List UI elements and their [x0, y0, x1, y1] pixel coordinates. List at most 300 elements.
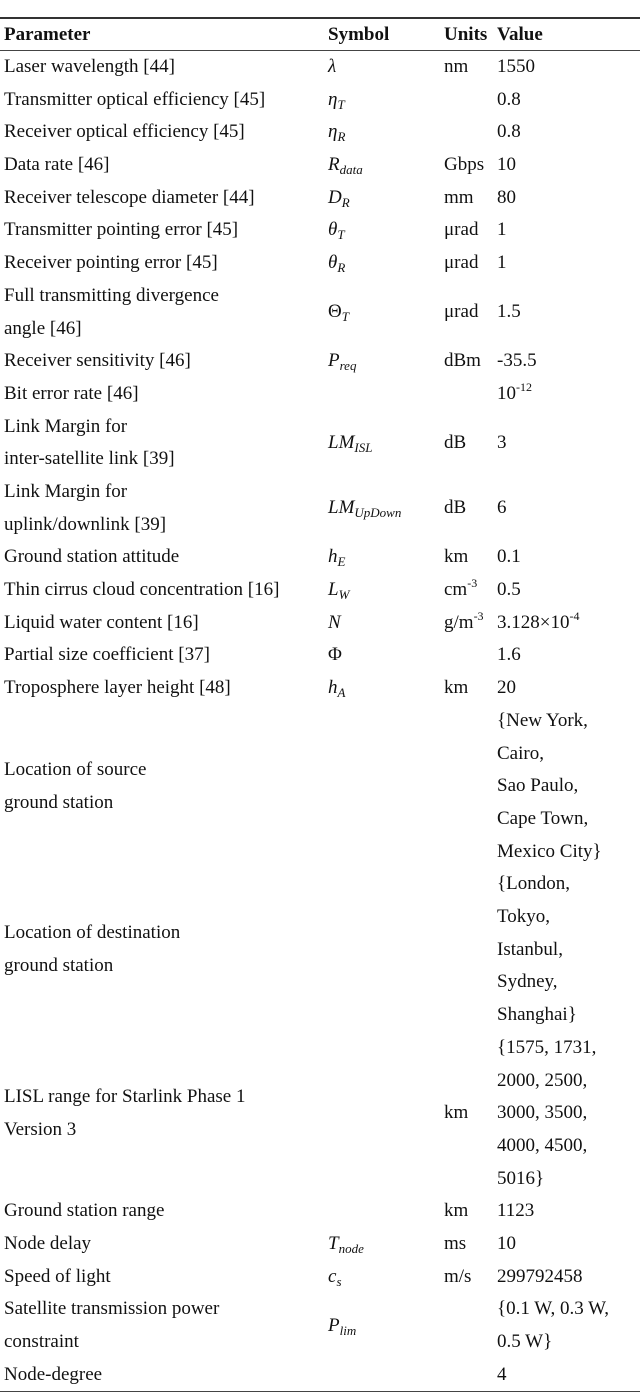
value-text: 0.8 — [497, 88, 521, 110]
parameter-text: Troposphere layer height [48] — [4, 677, 231, 699]
symbol-cell — [328, 1359, 444, 1392]
parameter-text: angle [46] — [4, 317, 82, 339]
symbol-cell — [328, 1097, 444, 1130]
units-superscript: -3 — [467, 576, 478, 591]
units-text: km — [444, 1200, 469, 1222]
units-cell — [444, 149, 497, 182]
symbol-cell — [328, 1228, 444, 1261]
value-cell — [497, 247, 640, 280]
table-row — [0, 541, 640, 574]
units-cell — [444, 1228, 497, 1261]
symbol-subscript: W — [338, 587, 350, 603]
symbol-cell — [328, 427, 444, 460]
parameter-cell — [0, 182, 328, 215]
value — [497, 182, 640, 215]
table-row — [0, 378, 640, 411]
value-text: 1550 — [497, 56, 535, 77]
symbol-base: θ — [328, 252, 338, 274]
units — [444, 1359, 497, 1392]
symbol — [328, 1228, 444, 1261]
symbol-subscript: A — [337, 685, 346, 701]
units-cell — [444, 427, 497, 460]
value-text: 6 — [497, 497, 507, 519]
symbol-base: R — [328, 154, 340, 176]
units-text: μrad — [444, 219, 479, 241]
value — [497, 1163, 640, 1196]
symbol — [328, 492, 444, 525]
value-text: Istanbul, — [497, 938, 563, 960]
units-text: dB — [444, 431, 467, 453]
parameter-text: Ground station attitude — [4, 546, 180, 568]
value-cell — [497, 378, 640, 411]
symbol-base: L — [328, 579, 339, 601]
symbol — [328, 574, 444, 607]
symbol — [328, 378, 444, 411]
units — [444, 345, 497, 378]
parameter-cell — [0, 1228, 328, 1261]
value — [497, 738, 640, 771]
parameter-text: Ground station range — [4, 1200, 165, 1222]
symbol-subscript: req — [339, 358, 357, 374]
value — [497, 705, 640, 738]
units — [444, 607, 497, 640]
parameter-text: Node-degree — [4, 1363, 103, 1385]
parameter-text: Speed of light — [4, 1265, 111, 1287]
value — [497, 247, 640, 280]
parameter-cell — [0, 476, 328, 541]
header-units: Units — [444, 23, 488, 45]
symbol-cell — [328, 541, 444, 574]
parameter-text: Partial size coefficient [37] — [4, 644, 210, 666]
symbol-cell — [328, 934, 444, 967]
table-row — [0, 149, 640, 182]
units — [444, 541, 497, 574]
parameter-text: Liquid water content [16] — [4, 611, 199, 633]
symbol-subscript: node — [338, 1240, 364, 1256]
table-row — [0, 639, 640, 672]
value-text: 80 — [497, 186, 516, 208]
parameter-cell — [0, 214, 328, 247]
units-text: nm — [444, 56, 469, 77]
value — [497, 427, 640, 460]
header-symbol: Symbol — [328, 23, 390, 45]
units — [444, 296, 497, 329]
units — [444, 574, 497, 607]
value-text: 2000, 2500, — [497, 1069, 588, 1091]
symbol — [328, 1310, 444, 1343]
value-text: 4000, 4500, — [497, 1134, 588, 1156]
symbol-cell — [328, 574, 444, 607]
symbol-cell — [328, 1195, 444, 1228]
units-text: km — [444, 1102, 469, 1124]
table-row — [0, 214, 640, 247]
value — [497, 934, 640, 967]
parameter-text: Satellite transmission power — [4, 1298, 220, 1320]
symbol-cell — [328, 149, 444, 182]
symbol — [328, 427, 444, 460]
units-cell — [444, 607, 497, 640]
parameter-cell — [0, 378, 328, 411]
symbol-cell — [328, 672, 444, 705]
parameter-text: Transmitter pointing error [45] — [4, 219, 239, 241]
value — [497, 492, 640, 525]
symbol-subscript: T — [337, 96, 345, 112]
symbol-subscript: lim — [339, 1322, 357, 1338]
bottom-rule — [0, 1391, 640, 1392]
symbol — [328, 296, 444, 329]
parameter-cell — [0, 247, 328, 280]
symbol — [328, 1097, 444, 1130]
units-cell — [444, 1261, 497, 1294]
value — [497, 541, 640, 574]
parameter-cell — [0, 345, 328, 378]
units-cell — [444, 770, 497, 803]
value-text: 1123 — [497, 1200, 535, 1222]
symbol — [328, 149, 444, 182]
parameter-cell — [0, 411, 328, 476]
value-cell — [497, 574, 640, 607]
value-text: Sao Paulo, — [497, 775, 579, 797]
symbol — [328, 672, 444, 705]
symbol-subscript: E — [337, 554, 346, 570]
units-cell — [444, 378, 497, 411]
units — [444, 378, 497, 411]
value-cell — [497, 492, 640, 525]
table-row — [0, 1261, 640, 1294]
parameter-cell — [0, 917, 328, 982]
value — [497, 84, 640, 117]
table-row — [0, 672, 640, 705]
symbol-cell — [328, 492, 444, 525]
parameter-text: Laser wavelength [44] — [4, 56, 175, 77]
value — [497, 574, 640, 607]
parameter-text: Receiver pointing error [45] — [4, 252, 218, 274]
value-text: 1 — [497, 252, 507, 274]
parameter-text: Thin cirrus cloud concentration [16] — [4, 579, 280, 601]
parameter-text: Bit error rate [46] — [4, 382, 139, 404]
value-text: 1 — [497, 219, 507, 241]
units — [444, 672, 497, 705]
value — [497, 1097, 640, 1130]
symbol-cell — [328, 770, 444, 803]
units — [444, 1310, 497, 1343]
value-cell — [497, 639, 640, 672]
parameter-table — [0, 17, 640, 1392]
units-cell — [444, 182, 497, 215]
units-cell — [444, 345, 497, 378]
parameter-cell — [0, 1261, 328, 1294]
units — [444, 639, 497, 672]
symbol-subscript: R — [337, 260, 346, 276]
value-cell — [497, 672, 640, 705]
value — [497, 836, 640, 869]
symbol-base: N — [328, 611, 341, 633]
symbol-base: c — [328, 1265, 337, 1287]
value-text: 0.1 — [497, 546, 521, 568]
parameter-text: Receiver telescope diameter [44] — [4, 186, 255, 208]
value-text: Shanghai} — [497, 1004, 577, 1026]
units-cell — [444, 541, 497, 574]
units — [444, 1228, 497, 1261]
value — [497, 607, 640, 640]
value — [497, 1293, 640, 1326]
units — [444, 247, 497, 280]
parameter-text: ground station — [4, 955, 114, 977]
parameter-text: Location of destination — [4, 922, 181, 944]
value-text: -35.5 — [497, 350, 537, 372]
parameter-cell — [0, 280, 328, 345]
value-cell — [497, 149, 640, 182]
value — [497, 966, 640, 999]
parameter-cell — [0, 116, 328, 149]
value — [497, 149, 640, 182]
table-row — [0, 607, 640, 640]
value — [497, 868, 640, 901]
value — [497, 803, 640, 836]
units-text: Gbps — [444, 154, 485, 176]
units-cell — [444, 1097, 497, 1130]
value-superscript: -12 — [516, 379, 532, 394]
symbol-subscript: UpDown — [354, 505, 402, 521]
value-text: 10 — [497, 382, 516, 404]
units-text: μrad — [444, 301, 479, 323]
table-row — [0, 182, 640, 215]
units-cell — [444, 1359, 497, 1392]
parameter-cell — [0, 541, 328, 574]
value-text: 1.6 — [497, 644, 521, 666]
symbol-base: λ — [328, 56, 337, 77]
value-cell — [497, 607, 640, 640]
table-row — [0, 247, 640, 280]
parameter-cell — [0, 149, 328, 182]
value — [497, 1261, 640, 1294]
value-text: {New York, — [497, 709, 588, 731]
symbol-base: D — [328, 186, 342, 208]
header-value: Value — [497, 23, 543, 45]
symbol-subscript: data — [339, 162, 363, 178]
symbol-subscript: T — [341, 309, 349, 325]
value — [497, 1326, 640, 1359]
table-row — [0, 1228, 640, 1261]
value-cell — [497, 1293, 640, 1358]
units-text: km — [444, 546, 469, 568]
symbol — [328, 607, 444, 640]
parameter-cell — [0, 84, 328, 117]
symbol — [328, 1359, 444, 1392]
units-text: g/m — [444, 611, 474, 633]
symbol-base: h — [328, 546, 338, 568]
units-cell — [444, 247, 497, 280]
symbol-base: P — [328, 1314, 340, 1336]
parameter-cell — [0, 607, 328, 640]
parameter-text: LISL range for Starlink Phase 1 — [4, 1085, 246, 1107]
parameter-text: Data rate [46] — [4, 154, 110, 176]
units-cell — [444, 1195, 497, 1228]
symbol-cell — [328, 116, 444, 149]
parameter-cell — [0, 574, 328, 607]
parameter-cell — [0, 1293, 328, 1358]
value-cell — [497, 705, 640, 868]
parameter-text: ground station — [4, 791, 114, 813]
units-text: km — [444, 677, 469, 699]
value — [497, 1032, 640, 1065]
units-cell — [444, 214, 497, 247]
parameter-text: inter-satellite link [39] — [4, 448, 175, 470]
value-cell — [497, 1195, 640, 1228]
units — [444, 214, 497, 247]
symbol — [328, 214, 444, 247]
value-cell — [497, 296, 640, 329]
symbol-cell — [328, 607, 444, 640]
symbol-cell — [328, 296, 444, 329]
value-text: 0.5 — [497, 579, 521, 601]
value-text: Tokyo, — [497, 906, 551, 928]
symbol — [328, 770, 444, 803]
value-text: Mexico City} — [497, 840, 602, 862]
parameter-text: constraint — [4, 1331, 79, 1353]
table-row — [0, 51, 640, 84]
value-text: 3 — [497, 431, 507, 453]
parameter-cell — [0, 672, 328, 705]
units-text: dB — [444, 497, 467, 519]
units-text: μrad — [444, 252, 479, 274]
table-row — [0, 868, 640, 1032]
symbol-base: θ — [328, 219, 338, 241]
parameter-cell — [0, 754, 328, 819]
value-cell — [497, 427, 640, 460]
symbol-cell — [328, 51, 444, 84]
value-text: 299792458 — [497, 1265, 583, 1287]
units — [444, 934, 497, 967]
value-cell — [497, 214, 640, 247]
symbol-base: Θ — [328, 301, 342, 323]
units — [444, 1195, 497, 1228]
value-text: Sydney, — [497, 971, 558, 993]
units — [444, 116, 497, 149]
value — [497, 214, 640, 247]
value — [497, 1228, 640, 1261]
table-row — [0, 476, 640, 541]
symbol-cell — [328, 84, 444, 117]
value-superscript: -4 — [569, 608, 580, 623]
table-row — [0, 574, 640, 607]
value — [497, 51, 640, 84]
parameter-cell — [0, 639, 328, 672]
value-text: 20 — [497, 677, 516, 699]
value-cell — [497, 1032, 640, 1195]
symbol-base: T — [328, 1232, 339, 1254]
symbol-subscript: s — [336, 1273, 342, 1289]
units-cell — [444, 672, 497, 705]
table-row — [0, 116, 640, 149]
units-text: mm — [444, 186, 474, 208]
parameter-text: Full transmitting divergence — [4, 284, 219, 306]
symbol-base: h — [328, 677, 338, 699]
units-cell — [444, 116, 497, 149]
table-row — [0, 1195, 640, 1228]
units-cell — [444, 934, 497, 967]
symbol — [328, 934, 444, 967]
value-text: {1575, 1731, — [497, 1036, 597, 1058]
table-row — [0, 705, 640, 869]
symbol-subscript: R — [341, 194, 350, 210]
value-text: 10 — [497, 154, 516, 176]
value — [497, 672, 640, 705]
value — [497, 639, 640, 672]
value-text: 3.128×10 — [497, 611, 570, 633]
table-row — [0, 1359, 640, 1392]
symbol — [328, 182, 444, 215]
symbol — [328, 116, 444, 149]
value — [497, 1195, 640, 1228]
units-cell — [444, 296, 497, 329]
table-row — [0, 84, 640, 117]
symbol-cell — [328, 345, 444, 378]
units-cell — [444, 639, 497, 672]
symbol-cell — [328, 1261, 444, 1294]
value-cell — [497, 84, 640, 117]
parameter-text: Location of source — [4, 758, 147, 780]
table-header — [0, 19, 640, 50]
value — [497, 901, 640, 934]
symbol-base: LM — [328, 431, 355, 453]
units-text: cm — [444, 579, 468, 601]
units — [444, 1097, 497, 1130]
value-text: 0.8 — [497, 121, 521, 143]
value — [497, 296, 640, 329]
parameter-cell — [0, 1359, 328, 1392]
value — [497, 345, 640, 378]
symbol-base: Φ — [328, 644, 342, 666]
parameter-text: Node delay — [4, 1232, 92, 1254]
value-cell — [497, 51, 640, 84]
units — [444, 1261, 497, 1294]
symbol-cell — [328, 247, 444, 280]
parameter-cell — [0, 1081, 328, 1146]
symbol-subscript: T — [337, 227, 345, 243]
value-text: 5016} — [497, 1167, 545, 1189]
units — [444, 492, 497, 525]
symbol — [328, 541, 444, 574]
symbol-cell — [328, 182, 444, 215]
parameter-cell — [0, 51, 328, 84]
header-parameter: Parameter — [4, 23, 91, 45]
symbol — [328, 345, 444, 378]
parameter-text: Receiver sensitivity [46] — [4, 350, 191, 372]
value-cell — [497, 1228, 640, 1261]
symbol — [328, 639, 444, 672]
units-cell — [444, 1310, 497, 1343]
value — [497, 999, 640, 1032]
units — [444, 427, 497, 460]
table-row — [0, 1293, 640, 1358]
parameter-text: Link Margin for — [4, 480, 128, 502]
table-row — [0, 280, 640, 345]
value — [497, 1065, 640, 1098]
symbol-cell — [328, 1310, 444, 1343]
units-text: ms — [444, 1232, 467, 1254]
symbol-cell — [328, 214, 444, 247]
parameter-text: Version 3 — [4, 1118, 77, 1140]
symbol — [328, 1261, 444, 1294]
value — [497, 1130, 640, 1163]
parameter-text: Link Margin for — [4, 415, 128, 437]
value-text: 4 — [497, 1363, 507, 1385]
value-cell — [497, 541, 640, 574]
parameter-text: Receiver optical efficiency [45] — [4, 121, 245, 143]
units-cell — [444, 492, 497, 525]
symbol-cell — [328, 639, 444, 672]
